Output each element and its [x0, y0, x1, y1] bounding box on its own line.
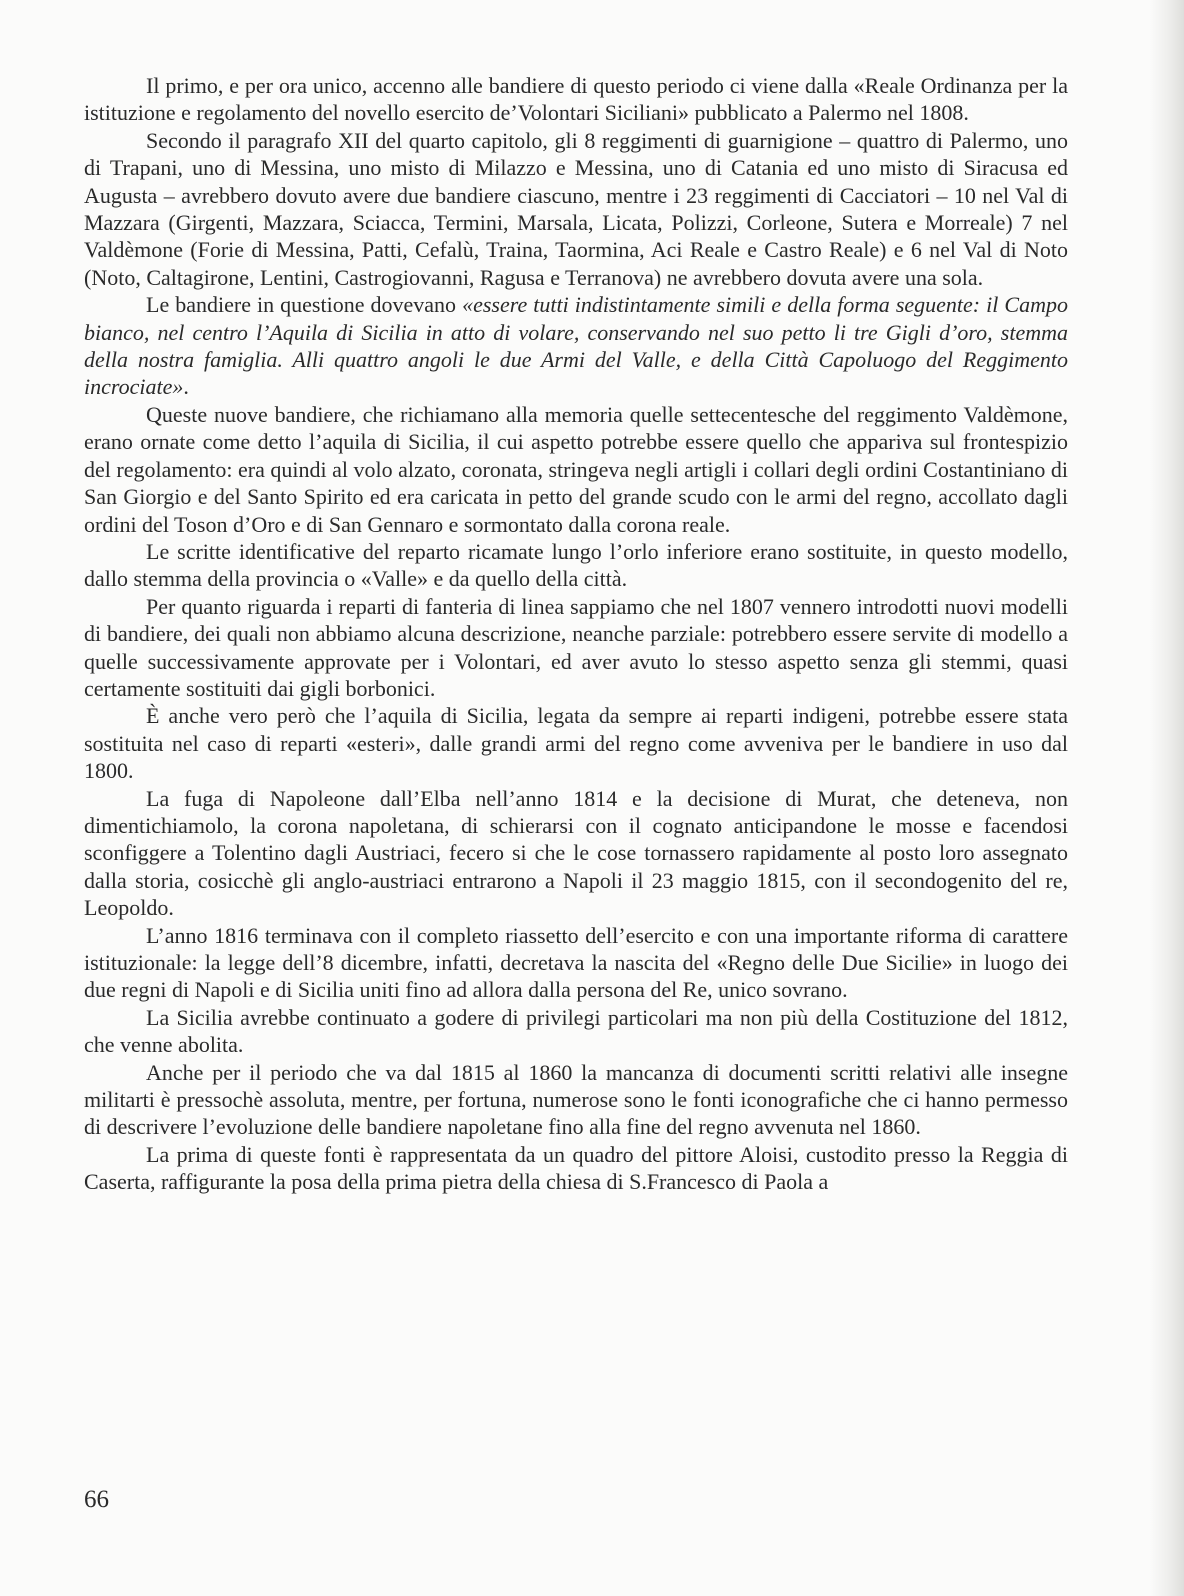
paragraph-10: La Sicilia avrebbe continuato a godere di privilegi particolari ma non più della Costituzione del 1812, che venne abolita.	[84, 1004, 1068, 1058]
paragraph-5: Le scritte identificative del reparto ricamate lungo l’orlo inferiore erano sostituite, in questo modello, dallo stemma della provincia o «Valle» e da quello della città.	[84, 538, 1068, 592]
paragraph-9: L’anno 1816 terminava con il completo riassetto dell’esercito e con una importante riforma di carattere istituzionale: la legge dell’8 dicembre, infatti, decretava la nascita del «Regno delle Due Sicilie» in luogo dei due regni di Napoli e di Sicilia uniti fino ad allora dalla persona del Re, unico sovrano.	[84, 922, 1068, 1003]
paragraph-3	[84, 291, 1068, 401]
body-text	[84, 72, 1068, 1196]
page-number: 66	[84, 1486, 109, 1513]
paragraph-2: Secondo il paragrafo XII del quarto capitolo, gli 8 reggimenti di guarnigione – quattro di Palermo, uno di Trapani, uno di Messina, uno misto di Milazzo e Messina, uno di Catania ed uno misto di Siracusa ed Augusta – avrebbero dovuto avere due bandiere ciascuno, mentre i 23 reggimenti di Cacciatori – 10 nel Val di Mazzara (Girgenti, Mazzara, Sciacca, Termini, Marsala, Licata, Polizzi, Corleone, Sutera e Morreale) 7 nel Valdèmone (Forie di Messina, Patti, Cefalù, Traina, Taormina, Aci Reale e Castro Reale) e 6 nel Val di Noto (Noto, Caltagirone, Lentini, Castrogiovanni, Ragusa e Terranova) ne avrebbero dovuta avere una sola.	[84, 127, 1068, 290]
paragraph-1: Il primo, e per ora unico, accenno alle bandiere di questo periodo ci viene dalla «Reale Ordinanza per la istituzione e regolamento del novello esercito de’Volontari Siciliani» pubblicato a Palermo nel 1808.	[84, 73, 1068, 126]
page-gutter-shadow	[1150, 0, 1184, 1596]
paragraph-8: La fuga di Napoleone dall’Elba nell’anno 1814 e la decisione di Murat, che deteneva, non dimentichiamolo, la corona napoletana, di schierarsi con il cognato anticipandone le mosse e facendosi sconfiggere a Tolentino dagli Austriaci, fecero si che le cose tornassero rapidamente al posto loro assegnato dalla storia, cosicchè gli anglo-austriaci entrarono a Napoli il 23 maggio 1815, con il secondogenito del re, Leopoldo.	[84, 785, 1068, 921]
paragraph-7: È anche vero però che l’aquila di Sicilia, legata da sempre ai reparti indigeni, potrebbe essere stata sostituita nel caso di reparti «esteri», dalle grandi armi del regno come avveniva per le bandiere in uso dal 1800.	[84, 703, 1068, 784]
paragraph-11: Anche per il periodo che va dal 1815 al 1860 la mancanza di documenti scritti relativi alle insegne militarti è pressochè assoluta, mentre, per fortuna, numerose sono le fonti iconografiche che ci hanno permesso di descrivere l’evoluzione delle bandiere napoletane fino alla fine del regno avvenuta nel 1860.	[84, 1059, 1068, 1140]
paragraph-3-tail: .	[183, 374, 189, 400]
paragraph-6: Per quanto riguarda i reparti di fanteria di linea sappiamo che nel 1807 vennero introdotti nuovi modelli di bandiere, dei quali non abbiamo alcuna descrizione, neanche parziale: potrebbero essere servite di modello a quelle successivamente approvate per i Volontari, ed aver avuto lo stesso aspetto senza gli stemmi, quasi certamente sostituiti dai gigli borbonici.	[84, 593, 1068, 701]
paragraph-4: Queste nuove bandiere, che richiamano alla memoria quelle settecentesche del reggimento Valdèmone, erano ornate come detto l’aquila di Sicilia, il cui aspetto potrebbe essere quello che appariva sul frontespizio del regolamento: era quindi al volo alzato, coronata, stringeva negli artigli i collari degli ordini Costantiniano di San Giorgio e del Santo Spirito ed era caricata in petto del grande scudo con le armi del regno, accollato dagli ordini del Toson d’Oro e di San Gennaro e sormontato dalla corona reale.	[84, 401, 1068, 537]
paragraph-3-quote: «essere tutti indistintamente simili e della forma seguente: il Campo bianco, nel centro l’Aquila di Sicilia in atto di volare, conservando nel suo petto li tre Gigli d’oro, stemma della nostra famiglia. Alli quattro angoli le due Armi del Valle, e della Città Capoluogo del Reggimento incrociate»	[84, 292, 1068, 400]
paragraph-12: La prima di queste fonti è rappresentata da un quadro del pittore Aloisi, custodito presso la Reggia di Caserta, raffigurante la posa della prima pietra della chiesa di S.Francesco di Paola a	[84, 1141, 1068, 1195]
paragraph-3-lead: Le bandiere in questione dovevano	[146, 292, 463, 318]
